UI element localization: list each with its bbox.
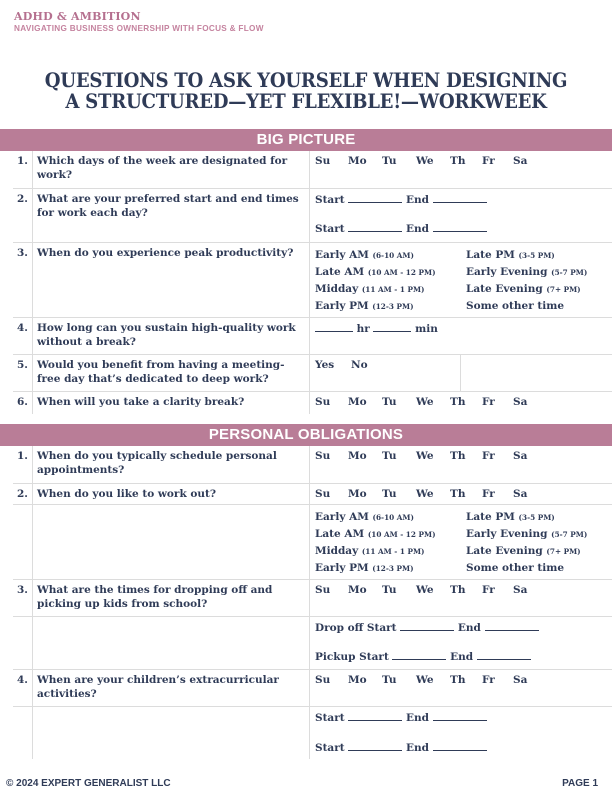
time-option[interactable] xyxy=(466,560,587,577)
day-option[interactable]: Th xyxy=(450,155,466,167)
question-number: 6. xyxy=(17,396,28,408)
section-heading-personal-obligations: PERSONAL OBLIGATIONS xyxy=(0,424,612,446)
time-option-range: (6-10 AM) xyxy=(372,251,414,260)
day-option[interactable]: We xyxy=(416,396,434,408)
time-option-label: Midday xyxy=(315,545,359,557)
question-text: When are your children’s extracurricular activities? xyxy=(37,674,279,700)
question-text: What are the times for dropping off and picking up kids from school? xyxy=(37,584,273,610)
day-option[interactable]: Su xyxy=(315,488,331,500)
day-option[interactable]: We xyxy=(416,450,434,462)
time-option-label: Late PM xyxy=(466,511,515,523)
time-option[interactable] xyxy=(466,526,587,543)
question-number: 1. xyxy=(17,155,28,167)
brand xyxy=(14,10,264,33)
day-option[interactable]: Th xyxy=(450,674,466,686)
day-option[interactable]: Sa xyxy=(513,396,528,408)
no-option[interactable]: No xyxy=(351,359,368,371)
question-text: Which days of the week are designated for work? xyxy=(37,155,288,181)
day-option[interactable]: Su xyxy=(315,450,331,462)
yes-option[interactable]: Yes xyxy=(315,359,335,371)
day-option[interactable]: Mo xyxy=(348,155,367,167)
day-option[interactable]: Sa xyxy=(513,488,528,500)
start-end-field[interactable]: Start End xyxy=(315,711,487,724)
time-option-label: Midday xyxy=(315,283,359,295)
day-option[interactable]: Th xyxy=(450,450,466,462)
page-title-line-1: QUESTIONS TO ASK YOURSELF WHEN DESIGNING xyxy=(44,69,568,92)
table-row xyxy=(13,707,612,759)
day-option[interactable]: Mo xyxy=(348,674,367,686)
section-heading-big-picture: BIG PICTURE xyxy=(0,129,612,151)
day-option[interactable]: Fr xyxy=(482,155,495,167)
table-row xyxy=(13,617,612,670)
table-row xyxy=(13,580,612,617)
day-option[interactable]: Fr xyxy=(482,488,495,500)
day-option[interactable]: Fr xyxy=(482,674,495,686)
day-option[interactable]: Mo xyxy=(348,488,367,500)
duration-field[interactable]: hr min xyxy=(315,322,438,335)
pickup-field[interactable]: Pickup Start End xyxy=(315,650,531,663)
time-option[interactable] xyxy=(466,264,587,281)
time-option-label: Early Evening xyxy=(466,266,548,278)
time-option[interactable] xyxy=(466,543,587,560)
day-option[interactable]: Th xyxy=(450,488,466,500)
day-option[interactable]: Tu xyxy=(382,674,397,686)
question-text: When do you typically schedule personal appointments? xyxy=(37,450,277,476)
day-option[interactable]: Su xyxy=(315,396,331,408)
time-option[interactable] xyxy=(315,264,436,281)
time-option-range: (11 AM - 1 PM) xyxy=(361,547,425,556)
day-option[interactable]: Tu xyxy=(382,155,397,167)
time-option-range: (3-5 PM) xyxy=(518,513,555,522)
time-options-left[interactable] xyxy=(315,247,436,315)
question-number: 3. xyxy=(17,247,28,259)
time-option[interactable] xyxy=(315,281,436,298)
day-option[interactable]: Fr xyxy=(482,396,495,408)
start-end-field[interactable]: Start End xyxy=(315,193,487,206)
time-option-range: (10 AM - 12 PM) xyxy=(367,268,436,277)
question-number: 4. xyxy=(17,322,28,334)
question-text: When do you experience peak productivity? xyxy=(37,247,294,259)
day-option[interactable]: Mo xyxy=(348,584,367,596)
day-option[interactable]: Th xyxy=(450,584,466,596)
time-option-label: Early PM xyxy=(315,300,369,312)
time-option-label: Early AM xyxy=(315,249,369,261)
time-option-label: Late AM xyxy=(315,528,365,540)
time-option-range: (11 AM - 1 PM) xyxy=(361,285,425,294)
time-option-label: Late Evening xyxy=(466,545,543,557)
time-option[interactable] xyxy=(315,298,436,315)
time-option[interactable] xyxy=(315,526,436,543)
question-number: 1. xyxy=(17,450,28,462)
time-option[interactable] xyxy=(315,560,436,577)
day-option[interactable]: Su xyxy=(315,155,331,167)
day-option[interactable]: Tu xyxy=(382,396,397,408)
time-option-label: Early AM xyxy=(315,511,369,523)
time-option-label: Late PM xyxy=(466,249,515,261)
day-option[interactable]: We xyxy=(416,674,434,686)
question-text: What are your preferred start and end times for work each day? xyxy=(37,193,299,219)
question-text: Would you benefit from having a meeting-free day that’s dedicated to deep work? xyxy=(37,359,285,385)
page-title xyxy=(21,70,590,112)
day-option[interactable]: Sa xyxy=(513,155,528,167)
day-option[interactable]: Mo xyxy=(348,396,367,408)
table-row xyxy=(13,484,612,505)
time-option[interactable] xyxy=(315,247,436,264)
day-option[interactable]: Mo xyxy=(348,450,367,462)
day-option[interactable]: We xyxy=(416,155,434,167)
table-row xyxy=(13,151,612,189)
table-row xyxy=(13,670,612,707)
time-option-label: Early Evening xyxy=(466,528,548,540)
time-option[interactable] xyxy=(315,509,436,526)
time-options-right[interactable] xyxy=(466,509,587,577)
page-title-line-2: A STRUCTURED—YET FLEXIBLE!—WORKWEEK xyxy=(65,90,547,113)
table-row xyxy=(13,355,612,392)
time-option[interactable] xyxy=(466,281,587,298)
day-option[interactable]: Tu xyxy=(382,450,397,462)
time-option-range: (3-5 PM) xyxy=(518,251,555,260)
time-option[interactable] xyxy=(466,509,587,526)
table-row xyxy=(13,505,612,580)
time-option-label: Some other time xyxy=(466,562,565,574)
time-option-label: Late AM xyxy=(315,266,365,278)
question-text: When do you like to work out? xyxy=(37,488,217,500)
table-row xyxy=(13,392,612,414)
day-option[interactable]: Sa xyxy=(513,584,528,596)
table-row xyxy=(13,243,612,318)
time-option[interactable] xyxy=(466,298,587,315)
time-options-left[interactable] xyxy=(315,509,436,577)
day-option[interactable]: We xyxy=(416,584,434,596)
table-row xyxy=(13,189,612,243)
day-option[interactable]: Su xyxy=(315,674,331,686)
time-option-range: (7+ PM) xyxy=(546,547,581,556)
time-options-right[interactable] xyxy=(466,247,587,315)
time-option-range: (5-7 PM) xyxy=(551,268,588,277)
time-option-range: (6-10 AM) xyxy=(372,513,414,522)
day-option[interactable]: Fr xyxy=(482,450,495,462)
question-number: 5. xyxy=(17,359,28,371)
time-option-range: (10 AM - 12 PM) xyxy=(367,530,436,539)
table-row xyxy=(13,318,612,355)
drop-off-field[interactable]: Drop off Start End xyxy=(315,621,539,634)
time-option-label: Late Evening xyxy=(466,283,543,295)
time-option[interactable] xyxy=(466,247,587,264)
start-end-field[interactable]: Start End xyxy=(315,222,487,235)
time-option[interactable] xyxy=(315,543,436,560)
day-option[interactable]: We xyxy=(416,488,434,500)
brand-subtitle: NAVIGATING BUSINESS OWNERSHIP WITH FOCUS & FLOW xyxy=(14,24,264,33)
question-text: When will you take a clarity break? xyxy=(37,396,245,408)
day-option[interactable]: Tu xyxy=(382,584,397,596)
start-end-field[interactable]: Start End xyxy=(315,741,487,754)
time-option-label: Early PM xyxy=(315,562,369,574)
time-option-label: Some other time xyxy=(466,300,565,312)
personal-obligations-table xyxy=(13,446,612,759)
brand-title: ADHD & AMBITION xyxy=(14,10,141,23)
big-picture-table xyxy=(13,151,612,414)
time-option-range: (5-7 PM) xyxy=(551,530,588,539)
table-row xyxy=(13,446,612,484)
day-option[interactable]: Su xyxy=(315,584,331,596)
question-number: 4. xyxy=(17,674,28,686)
question-number: 2. xyxy=(17,488,28,500)
day-option[interactable]: Sa xyxy=(513,450,528,462)
time-option-range: (12-3 PM) xyxy=(372,564,414,573)
question-number: 2. xyxy=(17,193,28,205)
page-number: PAGE 1 xyxy=(562,778,598,789)
day-option[interactable]: Sa xyxy=(513,674,528,686)
day-option[interactable]: Th xyxy=(450,396,466,408)
time-option-range: (12-3 PM) xyxy=(372,302,414,311)
time-option-range: (7+ PM) xyxy=(546,285,581,294)
question-number: 3. xyxy=(17,584,28,596)
copyright: © 2024 EXPERT GENERALIST LLC xyxy=(6,778,171,789)
day-option[interactable]: Tu xyxy=(382,488,397,500)
question-text: How long can you sustain high-quality work without a break? xyxy=(37,322,296,348)
day-option[interactable]: Fr xyxy=(482,584,495,596)
